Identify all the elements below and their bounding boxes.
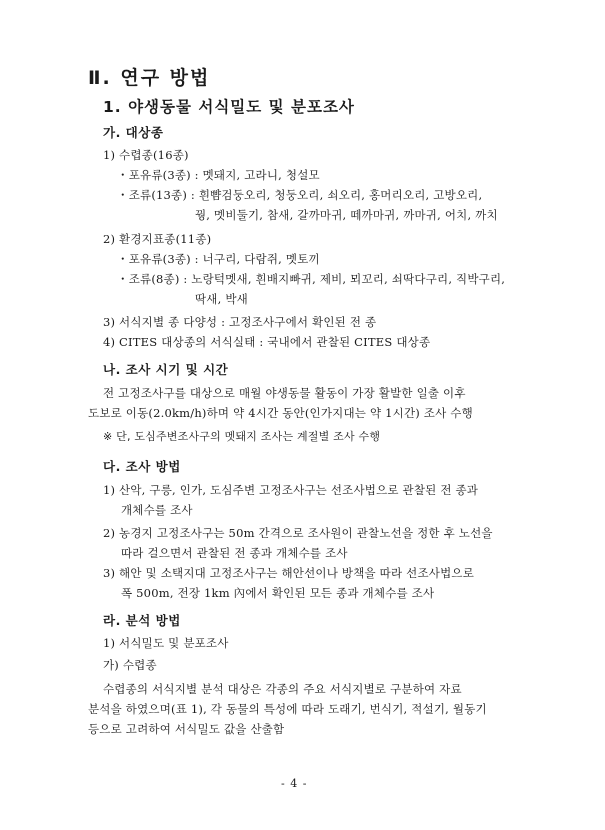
- ga-item-2-mammal: ・포유류(3종) : 너구리, 다람쥐, 멧토끼: [117, 252, 320, 266]
- ga-item-1-mammal: ・포유류(3종) : 멧돼지, 고라니, 청설모: [117, 168, 320, 182]
- ra-item-1a: 가) 수렵종: [103, 658, 157, 672]
- ra-item-1: 1) 서식밀도 및 분포조사: [103, 636, 229, 650]
- da-item-3-line1: 3) 해안 및 소택지대 고정조사구는 해안선이나 방책을 따라 선조사법으로: [103, 566, 475, 580]
- na-paragraph-line1: 전 고정조사구를 대상으로 매월 야생동물 활동이 가장 활발한 일출 이후: [103, 386, 466, 400]
- subsection-title-na: 나. 조사 시기 및 시간: [103, 362, 229, 377]
- chapter-title: Ⅱ. 연구 방법: [88, 67, 211, 89]
- ra-paragraph-line1: 수렵종의 서식지별 분석 대상은 각종의 주요 서식지별로 구분하여 자료: [103, 682, 462, 696]
- subsection-title-da: 다. 조사 방법: [103, 459, 181, 474]
- da-item-2-line2: 따라 걸으면서 관찰된 전 종과 개체수를 조사: [121, 546, 348, 560]
- da-item-1-line1: 1) 산악, 구릉, 인가, 도심주변 고정조사구는 선조사법으로 관찰된 전 종과: [103, 483, 479, 497]
- na-note: ※ 단, 도심주변조사구의 멧돼지 조사는 계절별 조사 수행: [103, 430, 381, 443]
- ga-item-1: 1) 수렵종(16종): [103, 148, 189, 162]
- na-paragraph-line2: 도보로 이동(2.0km/h)하며 약 4시간 동안(인가지대는 약 1시간) 조사 수행: [88, 406, 473, 420]
- ga-item-1-bird-line2: 꿩, 멧비둘기, 참새, 갈까마귀, 떼까마귀, 까마귀, 어치, 까치: [195, 208, 498, 222]
- subsection-title-ra: 라. 분석 방법: [103, 613, 181, 628]
- page-number: - 4 -: [281, 777, 308, 790]
- ra-paragraph-line3: 등으로 고려하여 서식밀도 값을 산출함: [88, 722, 285, 736]
- subsection-title-ga: 가. 대상종: [103, 125, 164, 140]
- ga-item-3: 3) 서식지별 종 다양성 : 고정조사구에서 확인된 전 종: [103, 315, 377, 329]
- ga-item-2-bird-line1: ・조류(8종) : 노랑턱멧새, 흰배지빠귀, 제비, 뫼꼬리, 쇠딱다구리, 직박구리,: [117, 272, 506, 286]
- da-item-3-line2: 폭 500m, 전장 1km 內에서 확인된 모든 종과 개체수를 조사: [121, 586, 435, 600]
- ga-item-2-bird-line2: 딱새, 박새: [195, 292, 248, 306]
- ga-item-2: 2) 환경지표종(11종): [103, 232, 212, 246]
- da-item-2-line1: 2) 농경지 고정조사구는 50m 간격으로 조사원이 관찰노선을 정한 후 노선을: [103, 526, 493, 540]
- section-title: 1. 야생동물 서식밀도 및 분포조사: [103, 98, 355, 116]
- ga-item-1-bird-line1: ・조류(13종) : 흰뺨검둥오리, 청둥오리, 쇠오리, 홍머리오리, 고방오리,: [117, 188, 483, 202]
- da-item-1-line2: 개체수를 조사: [121, 503, 193, 517]
- ra-paragraph-line2: 분석을 하였으며(표 1), 각 동물의 특성에 따라 도래기, 번식기, 적설기, 월동기: [88, 702, 487, 716]
- ga-item-4: 4) CITES 대상종의 서식실태 : 국내에서 관찰된 CITES 대상종: [103, 335, 431, 349]
